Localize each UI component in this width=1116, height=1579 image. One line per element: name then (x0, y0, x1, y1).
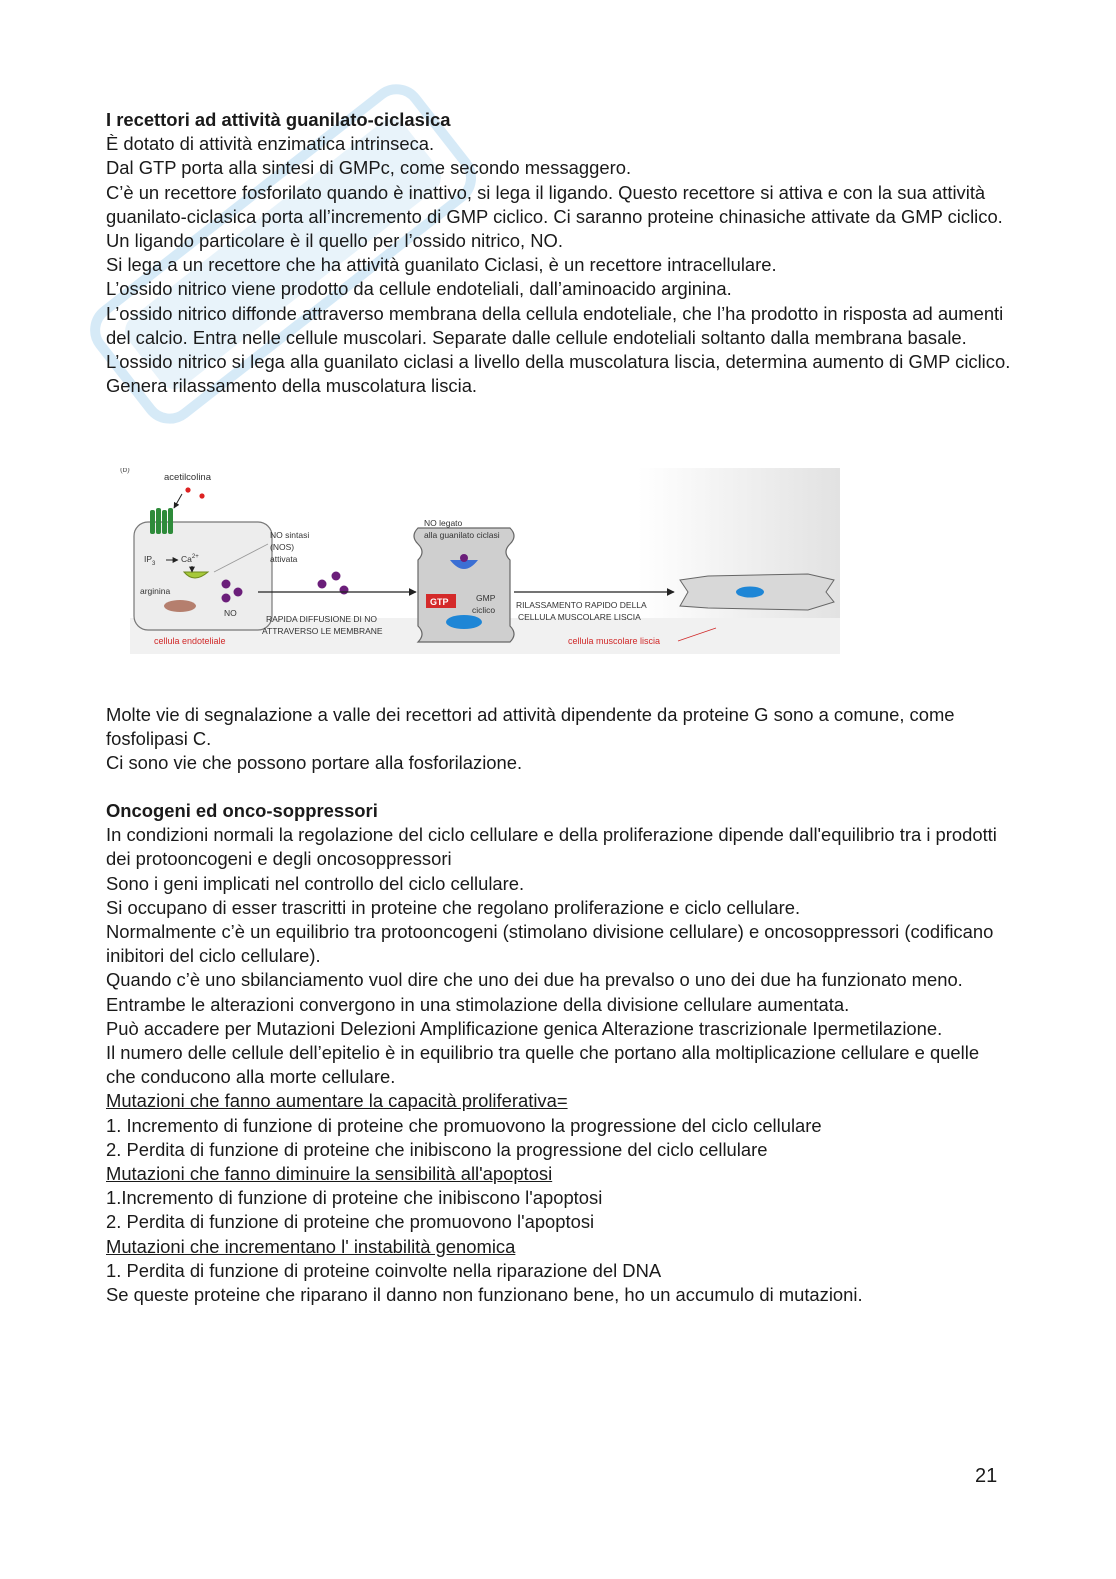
paragraph: Sono i geni implicati nel controllo del ciclo cellulare. (106, 872, 525, 894)
nos-label-line: NO sintasi (270, 530, 310, 540)
paragraph: Può accadere per Mutazioni Delezioni Amplificazione genica Alterazione trascrizionale Ipermetilazione. (106, 1017, 943, 1039)
paragraph: Dal GTP porta alla sintesi di GMPc, come secondo messaggero. (106, 157, 632, 179)
paragraph: Un ligando particolare è il quello per l’ossido nitrico, NO. (106, 230, 563, 252)
no-bound-label-line: NO legato (424, 518, 463, 528)
section-guanylate-cyclase (106, 108, 1011, 398)
paragraph: Molte vie di segnalazione a valle dei recettori ad attività dipendente da proteine G sono a comune, come fosfolipasi C. (106, 704, 955, 750)
nos-label-line: attivata (270, 554, 298, 564)
paragraph: Ci sono vie che possono portare alla fosforilazione. (106, 752, 523, 774)
subsection-title: Mutazioni che incrementano l' instabilità genomica (106, 1235, 516, 1257)
no-molecule (222, 580, 231, 589)
paragraph: Si lega a un recettore che ha attività guanilato Ciclasi, è un recettore intracellulare. (106, 254, 777, 276)
paragraph: L’ossido nitrico viene prodotto da cellule endoteliali, dall’aminoacido arginina. (106, 278, 732, 300)
list-item: 2. Perdita di funzione di proteine che inibiscono la progressione del ciclo cellulare (106, 1138, 768, 1160)
nos-label-line: (NOS) (270, 542, 295, 552)
page-number: 21 (975, 1465, 998, 1487)
diffusion-label-line: RAPIDA DIFFUSIONE DI NO (266, 614, 377, 624)
relaxation-label-line: RILASSAMENTO RAPIDO DELLA (516, 600, 647, 610)
nucleus (736, 587, 764, 598)
endothelial-cell-label: cellula endoteliale (154, 636, 226, 646)
list-item: 1. Incremento di funzione di proteine che promuovono la progressione del ciclo cellulare (106, 1114, 822, 1136)
section-oncogenes (106, 799, 1011, 1307)
no-bound-label-line: alla guanilato ciclasi (424, 530, 500, 540)
no-molecule (318, 580, 327, 589)
muscle-cell-label: cellula muscolare liscia (568, 636, 661, 646)
arginine-label: arginina (140, 586, 171, 596)
list-item: 1.Incremento di funzione di proteine che inibiscono l'apoptosi (106, 1187, 603, 1209)
section-heading: I recettori ad attività guanilato-ciclasica (106, 109, 451, 130)
no-molecule (332, 572, 341, 581)
ip3-label: $IP_3$ (144, 554, 156, 567)
calcium-label: $Ca^{2+}$ (181, 554, 199, 564)
paragraph: Si occupano di esser trascritti in proteine che regolano proliferazione e ciclo cellulare. (106, 896, 801, 918)
panel-label: (b) (120, 468, 130, 474)
arginine-shape (164, 600, 196, 612)
paragraph: C’è un recettore fosforilato quando è inattivo, si lega il ligando. Questo recettore si attiva e con la sua attività guanilato-ciclasica porta all’incremento di GMP ciclico. Ci saranno proteine chinasiche attivate da GMP ciclico. (106, 181, 1003, 227)
no-label: NO (224, 608, 237, 618)
acetylcholine-dot (199, 493, 204, 498)
gtp-label: GTP (430, 597, 449, 607)
section-g-protein-note (106, 703, 1011, 776)
paragraph: È dotato di attività enzimatica intrinseca. (106, 133, 435, 155)
paragraph: Quando c’è uno sbilanciamento vuol dire che uno dei due ha prevalso o uno dei due ha funzionato meno. (106, 969, 963, 991)
no-molecule (234, 588, 243, 597)
paragraph: L’ossido nitrico diffonde attraverso membrana della cellula endoteliale, che l’ha prodotto in risposta ad aumenti del calcio. Entra nelle cellule muscolari. Separate dalle cellule endoteliali soltanto dalla membrana basale. (106, 302, 1004, 348)
diffusion-label-line: ATTRAVERSO LE MEMBRANE (262, 626, 383, 636)
paragraph: L’ossido nitrico si lega alla guanilato ciclasi a livello della muscolatura liscia, determina aumento di GMP ciclico. Genera rilassamento della muscolatura liscia. (106, 351, 1011, 397)
gmp-label-line: ciclico (472, 605, 496, 615)
paragraph: Normalmente c’è un equilibrio tra protooncogeni (stimolano divisione cellulare) e oncosoppressori (codificano inibitori del ciclo cellulare). (106, 921, 994, 967)
list-item: 1. Perdita di funzione di proteine coinvolte nella riparazione del DNA (106, 1259, 662, 1281)
gmp-label-line: GMP (476, 593, 496, 603)
list-item: 2. Perdita di funzione di proteine che promuovono l'apoptosi (106, 1211, 595, 1233)
nucleus (446, 615, 482, 629)
no-molecule (340, 586, 349, 595)
bound-no (460, 554, 468, 562)
paragraph: Entrambe le alterazioni convergono in una stimolazione della divisione cellulare aumentata. (106, 993, 850, 1015)
relaxation-label-line: CELLULA MUSCOLARE LISCIA (518, 612, 641, 622)
subsection-title: Mutazioni che fanno diminuire la sensibilità all'apoptosi (106, 1163, 553, 1185)
paragraph: Il numero delle cellule dell’epitelio è in equilibrio tra quelle che portano alla moltiplicazione cellulare e quelle che conducono alla morte cellulare. (106, 1042, 980, 1088)
acetylcholine-dot (185, 487, 190, 492)
list-item: Se queste proteine che riparano il danno non funzionano bene, ho un accumulo di mutazioni. (106, 1284, 863, 1306)
section-heading: Oncogeni ed onco-soppressori (106, 800, 378, 821)
no-molecule (222, 594, 231, 603)
paragraph: In condizioni normali la regolazione del ciclo cellulare e della proliferazione dipende dall'equilibrio tra i prodotti dei protooncogeni e degli oncosoppressori (106, 824, 997, 870)
subsection-title: Mutazioni che fanno aumentare la capacità proliferativa= (106, 1090, 568, 1112)
nitric-oxide-diagram (118, 468, 840, 654)
acetylcholine-label: acetilcolina (164, 472, 211, 483)
